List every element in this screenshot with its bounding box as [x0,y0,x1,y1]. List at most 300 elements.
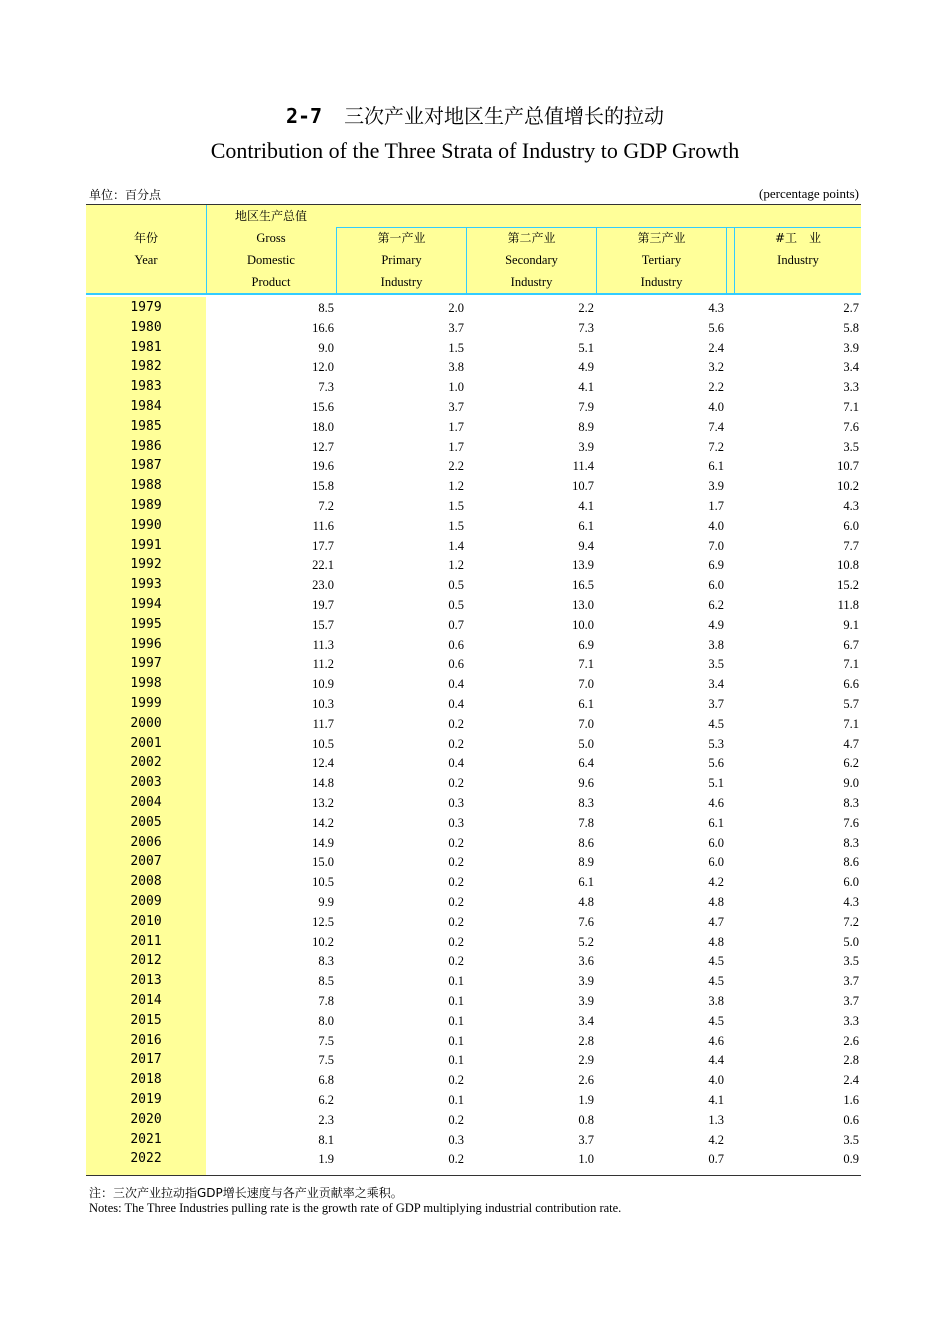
cell-gdp: 7.5 [318,1053,334,1068]
table-row [86,317,861,337]
cell-year: 1993 [130,577,162,593]
cell-year: 1983 [130,379,162,395]
cell-industry: 10.2 [837,479,859,494]
cell-gdp: 6.2 [318,1093,334,1107]
cell-tertiary: 2.4 [708,340,724,355]
cell-primary: 0.1 [448,1033,464,1048]
cell-secondary: 7.0 [578,716,594,731]
header-gdp-en2: Domestic [247,253,295,267]
cell-industry: 0.6 [843,1112,859,1127]
cell-gdp: 15.0 [312,855,334,870]
table-row [86,535,861,555]
cell-industry: 3.9 [843,340,859,355]
cell-primary: 0.6 [448,637,464,652]
unit-label-cn: 单位：百分点 [89,188,162,202]
unit-label-en: (percentage points) [759,186,859,201]
cell-primary: 1.2 [448,558,464,573]
header-year-en: Year [134,253,158,267]
cell-secondary: 1.9 [578,1093,594,1107]
cell-gdp: 10.5 [312,736,334,751]
cell-industry: 1.6 [843,1093,859,1107]
cell-primary: 3.8 [448,360,464,375]
table-row [86,1089,861,1109]
table-row [86,614,861,634]
cell-primary: 0.2 [448,776,464,791]
cell-gdp: 7.2 [318,499,334,513]
cell-tertiary: 3.9 [708,479,724,494]
cell-tertiary: 0.7 [708,1152,724,1167]
cell-secondary: 11.4 [572,459,594,474]
cell-tertiary: 3.8 [708,637,724,652]
cell-gdp: 23.0 [312,578,334,593]
cell-tertiary: 4.5 [708,1013,724,1028]
cell-industry: 3.5 [843,1132,859,1147]
cell-tertiary: 4.6 [708,1033,724,1048]
cell-industry: 11.8 [837,598,859,612]
cell-secondary: 13.0 [572,598,594,612]
header-primary-en2: Industry [380,275,423,289]
cell-year: 1979 [130,300,162,315]
cell-primary: 0.4 [448,756,464,771]
cell-industry: 5.8 [843,320,859,335]
cell-tertiary: 4.9 [708,617,724,632]
divider [726,227,727,293]
cell-year: 1980 [130,319,162,335]
header-gdp-en3: Product [251,275,291,289]
cell-year: 2015 [130,1012,162,1028]
header-primary-cn: 第一产业 [377,231,426,245]
cell-secondary: 8.3 [578,796,594,810]
table-row [86,337,861,357]
cell-industry: 4.7 [843,736,859,751]
cell-primary: 0.3 [448,815,464,830]
header-tertiary-en1: Tertiary [641,253,682,267]
cell-tertiary: 3.5 [708,657,724,672]
cell-secondary: 8.9 [578,419,594,434]
cell-year: 2004 [130,795,162,810]
cell-year: 2013 [130,973,162,989]
cell-industry: 5.7 [843,697,859,711]
cell-primary: 1.7 [448,419,464,434]
cell-secondary: 8.9 [578,855,594,870]
cell-tertiary: 7.4 [708,419,724,434]
table-row [86,752,861,772]
cell-primary: 0.2 [448,895,464,909]
cell-gdp: 15.8 [312,479,334,494]
cell-industry: 3.5 [843,954,859,969]
cell-secondary: 4.1 [578,499,594,513]
cell-industry: 6.7 [843,637,859,652]
cell-tertiary: 4.0 [708,400,724,414]
cell-tertiary: 3.4 [708,677,724,692]
cell-secondary: 3.7 [578,1132,594,1147]
cell-industry: 7.1 [843,400,859,414]
cell-year: 2006 [130,834,162,850]
cell-gdp: 19.6 [312,459,334,474]
table-row [86,1030,861,1050]
cell-industry: 7.1 [843,657,859,672]
table-row [86,772,861,792]
cell-tertiary: 5.6 [708,756,724,771]
cell-year: 1998 [130,676,162,692]
cell-year: 2018 [130,1072,162,1088]
cell-year: 2019 [130,1092,162,1107]
cell-year: 1996 [130,636,162,652]
cell-industry: 9.0 [843,776,859,791]
cell-tertiary: 4.6 [708,796,724,810]
cell-gdp: 10.3 [312,697,334,711]
cell-industry: 3.5 [843,439,859,454]
cell-industry: 0.9 [843,1152,859,1167]
cell-industry: 5.0 [843,934,859,949]
cell-secondary: 1.0 [578,1152,594,1167]
table-row [86,1069,861,1089]
header-secondary-cn: 第二产业 [507,231,556,245]
cell-industry: 2.6 [843,1033,859,1048]
cell-gdp: 2.3 [318,1112,334,1127]
cell-gdp: 12.7 [312,439,334,454]
table-number: 2-7 [285,104,323,128]
cell-year: 2016 [130,1032,162,1048]
header-industry-en: Industry [777,253,819,267]
cell-gdp: 17.7 [312,538,334,553]
cell-year: 2001 [130,735,162,751]
cell-industry: 8.3 [843,796,859,810]
cell-tertiary: 6.1 [708,459,724,474]
cell-year: 2007 [130,854,162,870]
cell-primary: 0.4 [448,677,464,692]
cell-secondary: 10.0 [572,617,594,632]
table-bottom-rule [86,1175,861,1176]
note-cn: 注：三次产业拉动指GDP增长速度与各产业贡献率之乘积。 [89,1186,403,1200]
table-row [86,1010,861,1030]
cell-secondary: 4.9 [578,360,594,375]
cell-tertiary: 6.0 [708,578,724,593]
cell-secondary: 5.0 [578,736,594,751]
cell-primary: 0.2 [448,736,464,751]
cell-year: 1989 [130,498,162,513]
table-row [86,1109,861,1129]
cell-primary: 0.5 [448,578,464,593]
cell-tertiary: 5.6 [708,320,724,335]
header-secondary [467,227,596,293]
cell-gdp: 8.3 [318,954,334,969]
cell-primary: 0.1 [448,1013,464,1028]
table-header [86,204,861,295]
cell-secondary: 7.9 [578,400,594,414]
cell-gdp: 14.8 [312,776,334,791]
cell-primary: 0.1 [448,994,464,1008]
header-year-cn: 年份 [133,231,158,245]
cell-industry: 2.7 [843,301,859,315]
cell-tertiary: 1.7 [708,499,724,513]
cell-gdp: 11.6 [312,518,334,533]
cell-tertiary: 2.2 [708,380,724,395]
header-industry-cn: #工 业 [774,231,822,245]
cell-gdp: 8.1 [318,1132,334,1147]
cell-gdp: 16.6 [312,320,334,335]
cell-primary: 0.2 [448,934,464,949]
cell-gdp: 7.5 [318,1033,334,1048]
table-row [86,455,861,475]
cell-primary: 0.1 [448,974,464,989]
header-year [86,227,206,271]
cell-gdp: 18.0 [312,419,334,434]
cell-gdp: 7.3 [318,380,334,395]
cell-year: 1990 [130,517,162,533]
table-row [86,970,861,990]
cell-year: 1994 [130,597,162,612]
cell-gdp: 8.5 [318,974,334,989]
cell-gdp: 12.5 [312,914,334,929]
cell-gdp: 15.6 [312,400,334,414]
cell-tertiary: 4.3 [708,301,724,315]
cell-secondary: 9.4 [578,538,594,553]
table-row [86,1129,861,1149]
cell-year: 2002 [130,755,162,771]
cell-industry: 7.1 [843,716,859,731]
cell-year: 2011 [130,933,162,949]
cell-tertiary: 6.9 [708,558,724,573]
cell-industry: 6.0 [843,518,859,533]
cell-year: 1981 [130,339,162,355]
cell-secondary: 4.1 [578,380,594,395]
table-row [86,911,861,931]
cell-industry: 4.3 [843,499,859,513]
header-tertiary-en2: Industry [640,275,683,289]
table-row [86,792,861,812]
cell-year: 2010 [130,913,162,929]
cell-industry: 3.3 [843,1013,859,1028]
cell-primary: 2.2 [448,459,464,474]
cell-gdp: 9.0 [318,340,334,355]
table-row [86,416,861,436]
cell-tertiary: 6.0 [708,835,724,850]
header-gdp [206,205,336,293]
cell-tertiary: 5.1 [708,776,724,791]
cell-secondary: 3.9 [578,439,594,454]
cell-industry: 3.3 [843,380,859,395]
cell-primary: 0.6 [448,657,464,672]
table-row [86,673,861,693]
header-industry [735,227,861,271]
cell-industry: 2.8 [843,1053,859,1068]
table-row [86,1148,861,1168]
table-row [86,1049,861,1069]
table-row [86,634,861,654]
table-row [86,832,861,852]
cell-gdp: 10.5 [312,875,334,890]
cell-gdp: 14.2 [312,815,334,830]
cell-tertiary: 4.5 [708,974,724,989]
cell-tertiary: 4.7 [708,914,724,929]
cell-secondary: 16.5 [572,578,594,593]
cell-secondary: 6.1 [578,697,594,711]
cell-primary: 0.3 [448,1132,464,1147]
table-row [86,693,861,713]
cell-year: 1987 [130,458,162,474]
table-row [86,733,861,753]
cell-gdp: 6.8 [318,1073,334,1088]
header-primary [337,227,466,293]
cell-secondary: 5.2 [578,934,594,949]
table-row [86,713,861,733]
cell-gdp: 12.0 [312,360,334,375]
cell-industry: 7.2 [843,914,859,929]
cell-gdp: 10.2 [312,934,334,949]
cell-year: 2012 [130,953,162,969]
cell-secondary: 7.1 [578,657,594,672]
cell-tertiary: 1.3 [708,1112,724,1127]
cell-secondary: 13.9 [572,558,594,573]
table-row [86,356,861,376]
cell-gdp: 10.9 [312,677,334,692]
cell-secondary: 7.6 [578,914,594,929]
cell-gdp: 14.9 [312,835,334,850]
cell-tertiary: 3.7 [708,697,724,711]
cell-gdp: 22.1 [312,558,334,573]
cell-tertiary: 4.2 [708,875,724,890]
cell-primary: 1.4 [448,538,464,553]
cell-year: 2005 [130,814,162,830]
cell-industry: 10.7 [837,459,859,474]
table-row [86,554,861,574]
cell-gdp: 11.3 [312,637,334,652]
cell-year: 1986 [130,438,162,454]
cell-secondary: 7.3 [578,320,594,335]
cell-secondary: 10.7 [572,479,594,494]
cell-primary: 0.7 [448,617,464,632]
cell-tertiary: 4.0 [708,518,724,533]
table-row [86,950,861,970]
cell-industry: 15.2 [837,578,859,593]
cell-industry: 6.6 [843,677,859,692]
cell-year: 2017 [130,1052,162,1068]
cell-primary: 0.2 [448,716,464,731]
table-row [86,376,861,396]
title-cn-text: 三次产业对地区生产总值增长的拉动 [344,104,665,128]
cell-year: 1997 [130,656,162,672]
table-row [86,891,861,911]
cell-primary: 0.2 [448,875,464,890]
cell-primary: 1.7 [448,439,464,454]
cell-industry: 6.0 [843,875,859,890]
cell-secondary: 6.1 [578,518,594,533]
cell-primary: 0.2 [448,1073,464,1088]
cell-gdp: 9.9 [318,895,334,909]
cell-year: 2008 [130,874,162,890]
cell-year: 1995 [130,616,162,632]
cell-secondary: 4.8 [578,895,594,909]
cell-primary: 0.2 [448,835,464,850]
cell-gdp: 8.5 [318,301,334,315]
cell-year: 2020 [130,1111,162,1127]
cell-industry: 8.6 [843,855,859,870]
cell-primary: 0.5 [448,598,464,612]
table-row [86,475,861,495]
header-gdp-en1: Gross [256,231,286,245]
table-row [86,594,861,614]
cell-tertiary: 3.8 [708,994,724,1008]
cell-year: 2003 [130,775,162,791]
page-title-cn [0,100,950,129]
cell-year: 2022 [130,1151,162,1167]
cell-year: 2014 [130,993,162,1008]
cell-secondary: 7.8 [578,815,594,830]
cell-year: 1985 [130,418,162,434]
cell-year: 1984 [130,399,162,414]
cell-tertiary: 4.0 [708,1073,724,1088]
cell-year: 1991 [130,537,162,553]
cell-gdp: 13.2 [312,796,334,810]
cell-primary: 0.4 [448,697,464,711]
table-row [86,515,861,535]
cell-tertiary: 7.2 [708,439,724,454]
cell-primary: 0.2 [448,1112,464,1127]
cell-primary: 1.0 [448,380,464,395]
cell-secondary: 3.9 [578,994,594,1008]
header-primary-en1: Primary [381,253,422,267]
cell-tertiary: 4.8 [708,895,724,909]
cell-secondary: 9.6 [578,776,594,791]
table-row [86,436,861,456]
table-row [86,495,861,515]
cell-industry: 8.3 [843,835,859,850]
cell-tertiary: 4.8 [708,934,724,949]
cell-secondary: 2.6 [578,1073,594,1088]
table-row [86,396,861,416]
cell-secondary: 0.8 [578,1112,594,1127]
cell-tertiary: 7.0 [708,538,724,553]
cell-industry: 4.3 [843,895,859,909]
cell-gdp: 15.7 [312,617,334,632]
cell-primary: 1.5 [448,518,464,533]
cell-industry: 9.1 [843,617,859,632]
cell-gdp: 19.7 [312,598,334,612]
cell-secondary: 2.8 [578,1033,594,1048]
table-row [86,990,861,1010]
cell-primary: 0.2 [448,1152,464,1167]
table-row [86,653,861,673]
cell-tertiary: 5.3 [708,736,724,751]
cell-tertiary: 4.1 [708,1093,724,1107]
table-row [86,871,861,891]
cell-gdp: 12.4 [312,756,334,771]
table-row [86,812,861,832]
cell-year: 2021 [130,1131,162,1147]
cell-gdp: 11.7 [312,716,334,731]
cell-gdp: 11.2 [312,657,334,672]
cell-tertiary: 4.2 [708,1132,724,1147]
cell-primary: 0.2 [448,954,464,969]
cell-primary: 0.2 [448,855,464,870]
cell-year: 1999 [130,696,162,711]
cell-tertiary: 6.0 [708,855,724,870]
cell-tertiary: 4.5 [708,716,724,731]
cell-secondary: 7.0 [578,677,594,692]
header-tertiary-cn: 第三产业 [637,231,686,245]
table-row [86,851,861,871]
cell-secondary: 6.9 [578,637,594,652]
cell-gdp: 7.8 [318,994,334,1008]
cell-tertiary: 4.5 [708,954,724,969]
cell-primary: 0.1 [448,1053,464,1068]
cell-year: 1992 [130,557,162,573]
page-title-en: Contribution of the Three Strata of Industry to GDP Growth [210,138,740,163]
cell-industry: 6.2 [843,756,859,771]
table-row [86,297,861,317]
cell-year: 1982 [130,359,162,375]
